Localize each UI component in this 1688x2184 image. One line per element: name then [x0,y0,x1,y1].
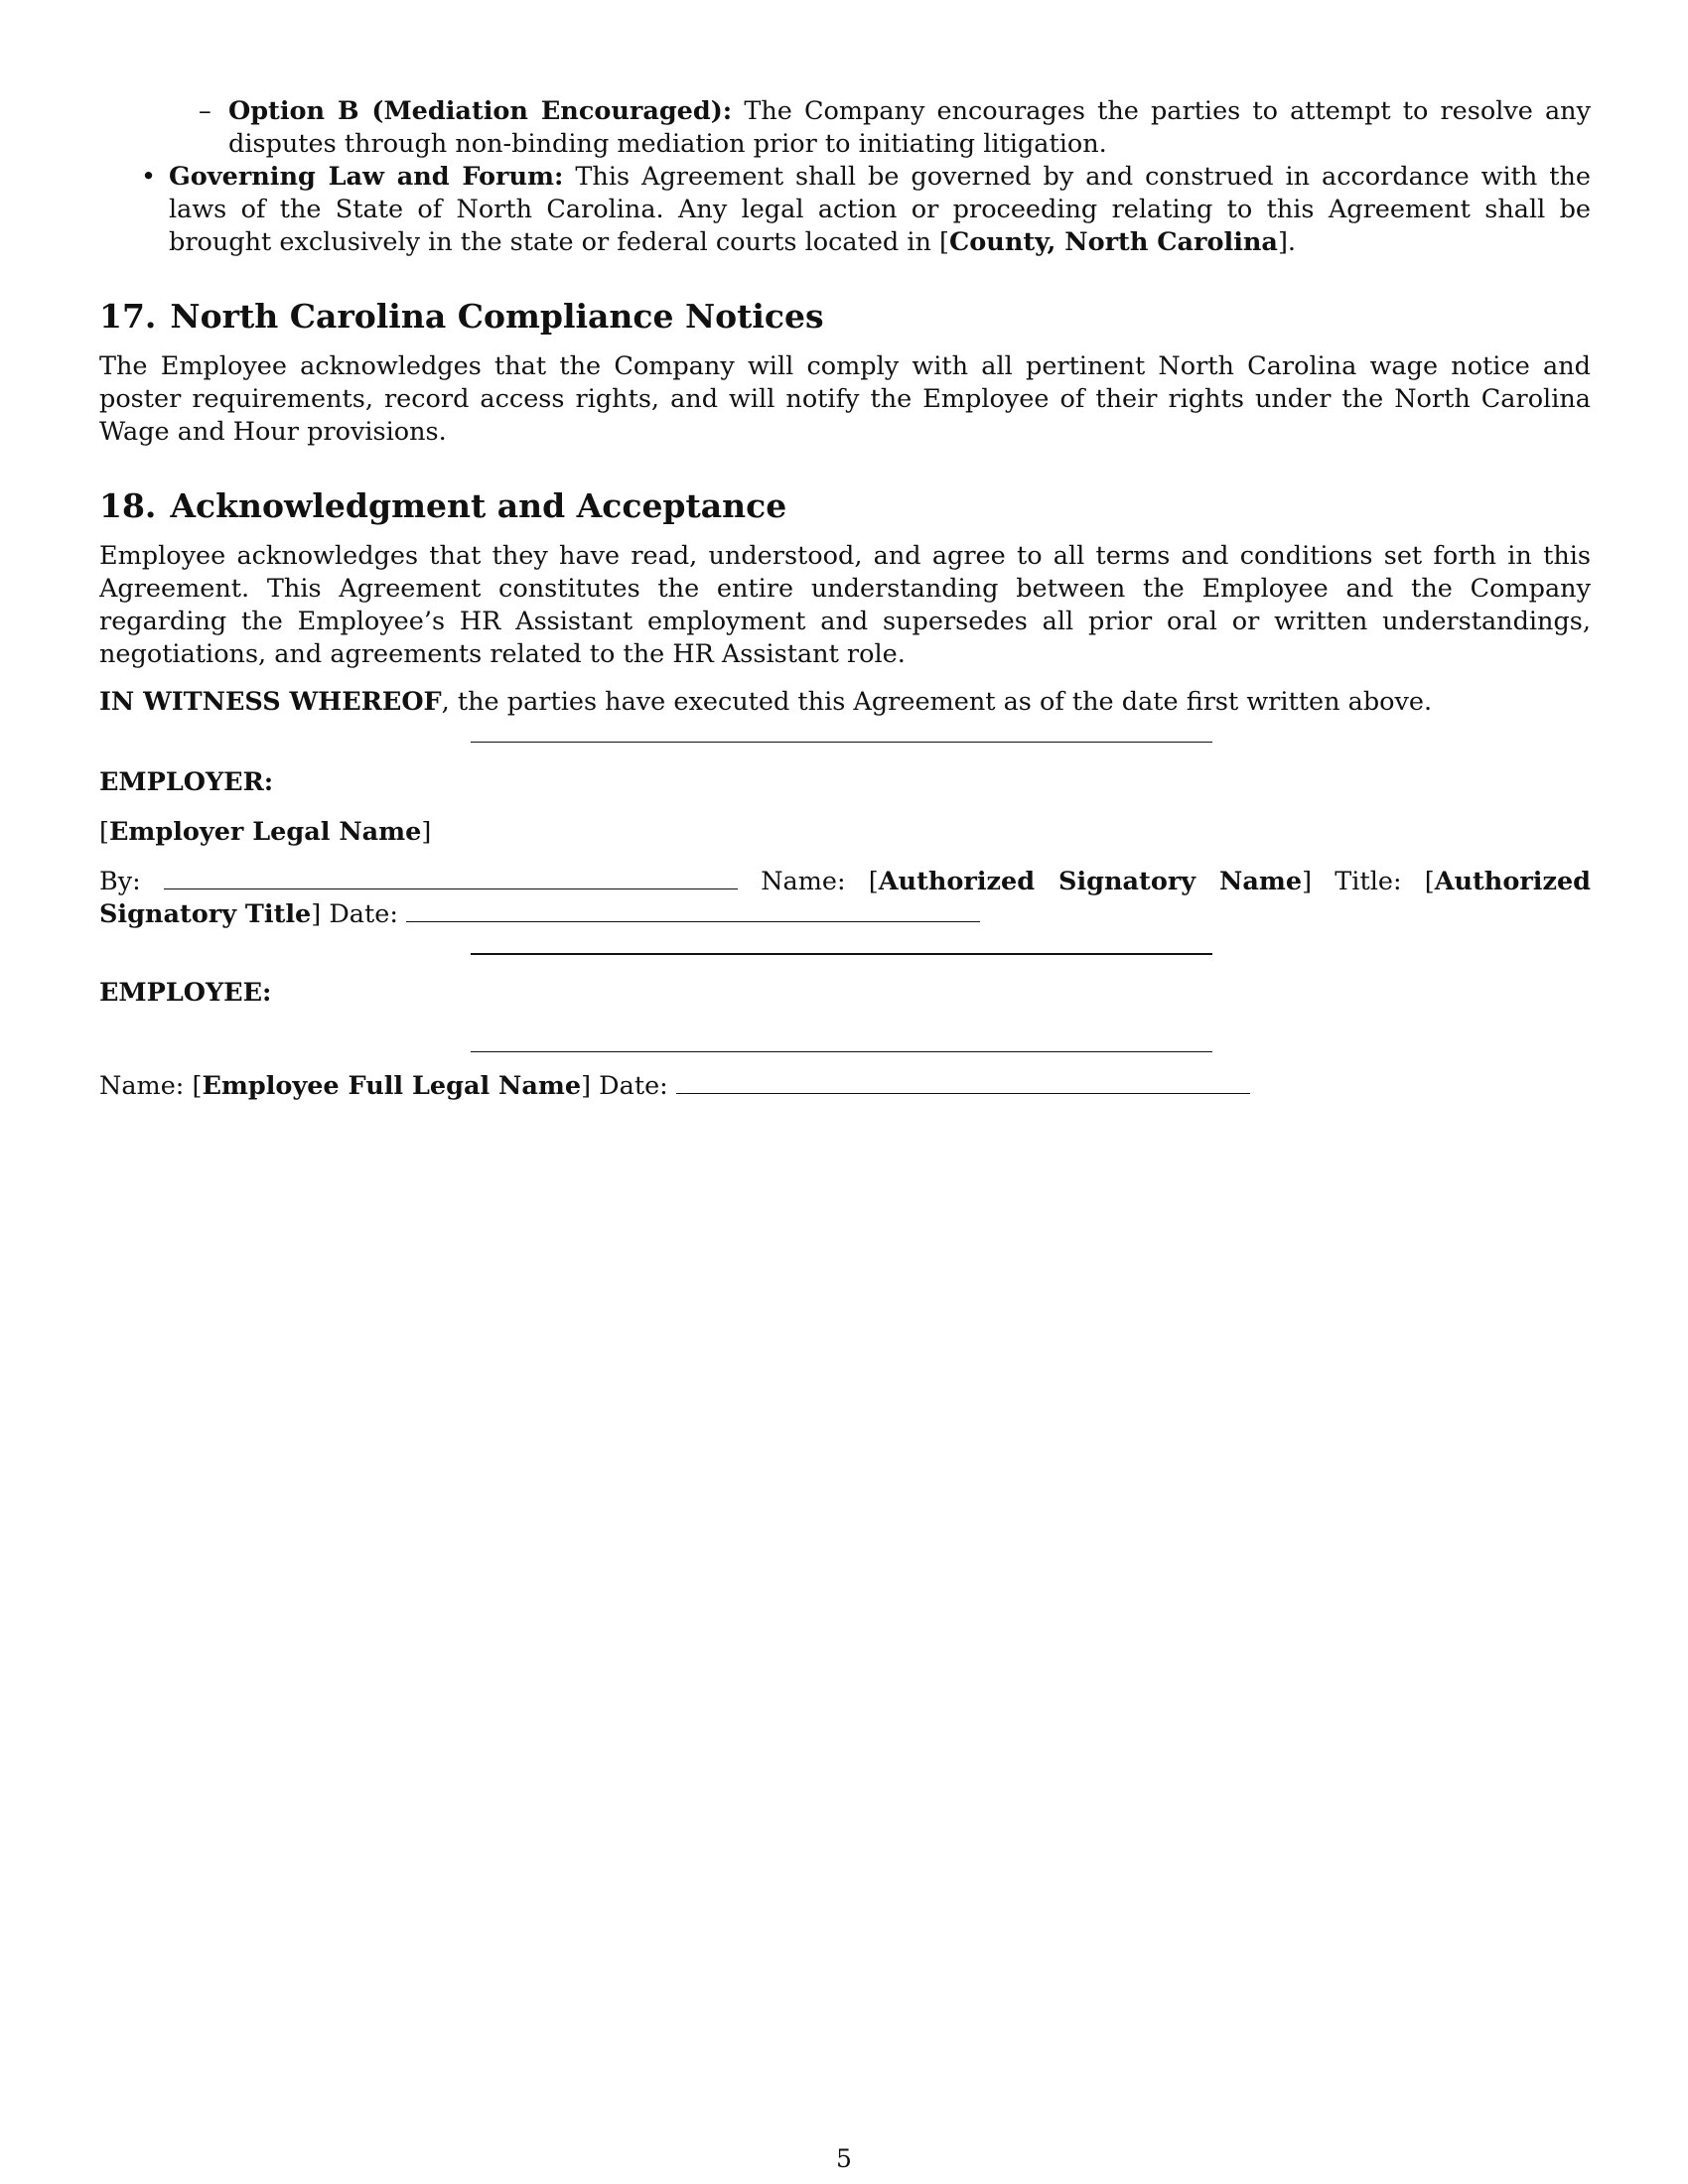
witness-bold: IN WITNESS WHEREOF [99,687,442,717]
employee-heading: EMPLOYEE: [99,978,272,1008]
document-page [99,95,1591,1103]
governing-law-label: Governing Law and Forum: [169,162,564,192]
dash-marker: – [199,96,211,126]
section-17-heading [99,297,1591,337]
witness-paragraph [99,686,1591,719]
employee-full-name: Employee Full Legal Name [202,1071,582,1101]
section-17-title: North Carolina Compliance Notices [170,297,824,336]
county-placeholder: County, North Carolina [949,227,1278,257]
employee-signature-line[interactable] [471,1051,1212,1052]
employer-legal-name: Employer Legal Name [108,817,422,847]
option-b-item [199,95,1591,161]
authorized-signatory-title: Authorized Signatory Title [99,867,1592,929]
employee-name-block: Name: [Employee Full Legal Name] Date: [99,1070,1591,1103]
section-18-body: Employee acknowledges that they have read, understood, and agree to all terms and conditions set forth in this Agreement. This Agreement constitutes the entire understanding between the Employee and the Company regarding the Employee’s HR Assistant employment and supersedes all prior oral or written understandings, negotiations, and agreements related to the HR Assistant role. [99,541,1591,669]
employer-legal-name-line: [Employer Legal Name] [99,817,432,847]
governing-law-text: This Agreement shall be governed by and construed in accordance with the laws of the State of North Carolina. Any legal action or proceeding relating to this Agreement shall be brought exclusively in the state or federal courts located in [169,162,1591,257]
employer-date-label: Date: [329,899,398,929]
signature-rule-employee-top [471,953,1212,955]
authorized-signatory-name: Authorized Signatory Name [878,867,1303,896]
employer-title-label: Title: [1335,867,1402,896]
employer-signature-block: By: Name: [Authorized Signatory Name] Title: [Authorized Signatory Title] Date: [99,867,1592,929]
section-18-heading [99,486,1591,526]
section-18-number: 18. [99,486,157,525]
section-17-number: 17. [99,297,157,336]
employee-date-label: Date: [599,1071,668,1101]
page-number: 5 [836,2144,852,2173]
section-17-body: The Employee acknowledges that the Company will comply with all pertinent North Carolina wage notice and poster requirements, record access rights, and will notify the Employee of their rights under the North Carolina Wage and Hour provisions. [99,351,1591,447]
employer-date-line[interactable] [406,899,980,922]
governing-law-period: . [1287,227,1297,257]
employer-heading: EMPLOYER: [99,767,274,797]
bullet-marker: • [141,162,157,192]
option-b-label: Option B (Mediation Encouraged): [228,96,733,126]
signature-rule-employer [471,742,1212,743]
option-b-text: The Company encourages the parties to attempt to resolve any disputes through non-binding mediation prior to initiating litigation. [228,96,1591,159]
employee-name-label: Name: [99,1071,185,1101]
employee-date-line[interactable] [676,1071,1250,1094]
employer-name-label: Name: [761,867,846,896]
witness-text: , the parties have executed this Agreement as of the date first written above. [441,687,1433,717]
governing-law-item: • Governing Law and Forum: This Agreement shall be governed by and construed in accordance with the laws of the State of North Carolina. Any legal action or proceeding relating to this Agreement shall be brought exclusively in the state or federal courts located in [County, North Carolina]. [141,162,1591,257]
employer-signature-line[interactable] [164,867,738,889]
section-18-title: Acknowledgment and Acceptance [170,486,787,525]
by-label: By: [99,867,141,896]
